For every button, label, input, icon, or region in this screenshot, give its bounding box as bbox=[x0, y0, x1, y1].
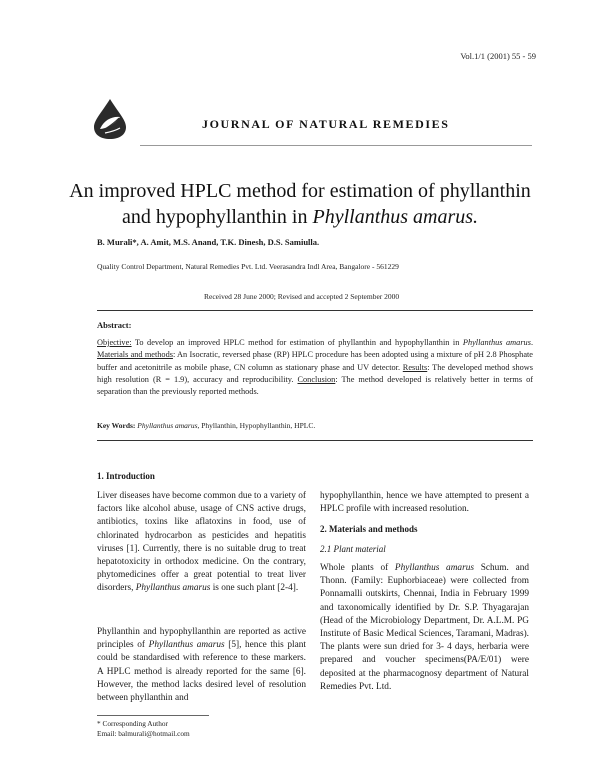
footnote bbox=[97, 719, 190, 739]
title-species: Phyllanthus amarus. bbox=[312, 206, 479, 228]
conclusion-label: Conclusion bbox=[297, 374, 336, 384]
p2-text: Phyllanthin and hypophyllanthin are reported as active principles of bbox=[97, 627, 306, 651]
p1-text: Liver diseases have become common due to a variety of factors like alcohol abuse, usage of CNS active drugs, antibiotics, toxins like aflatoxins in food, use of chlorinated hydrocarbon as pesticides and hepatitis viruses [1]. Currently, there is no suitable drug to treat hepatotoxicity in orthodox medicine. On the contrary, phytomedicines offer a great potential to treat liver disorders, bbox=[97, 491, 306, 594]
paragraph-intro-1 bbox=[97, 490, 306, 596]
paragraph-plant-material bbox=[320, 562, 529, 694]
p2-end: [5], hence this plant could be standardised with reference to these markers. A HPLC method is already reported for the same [6]. However, the method lacks desired level of resolution between phyllanthin and bbox=[97, 640, 306, 704]
abstract-heading: Abstract: bbox=[97, 320, 132, 330]
article-title bbox=[60, 178, 540, 230]
header-rule bbox=[140, 145, 532, 146]
objective-text: To develop an improved HPLC method for estimation of phyllanthin and hypophyllanthin in bbox=[131, 338, 463, 347]
volume-info: Vol.1/1 (2001) 55 - 59 bbox=[460, 51, 536, 61]
keywords bbox=[97, 421, 315, 430]
paragraph-intro-2 bbox=[97, 626, 306, 705]
results-label: Results bbox=[402, 362, 428, 372]
objective-label: Objective: bbox=[97, 338, 132, 347]
title-line1: An improved HPLC method for estimation of phyllanthin bbox=[69, 180, 531, 202]
keywords-list: Phyllanthin, Hypophyllanthin, HPLC. bbox=[199, 421, 316, 430]
p1-end: is one such plant [2-4]. bbox=[210, 583, 299, 594]
p4-end: Schum. and Thonn. (Family: Euphorbiaceae) were collected from Ponnamalli outskirts, Chennai, India in February 1999 and taxonomically identified by Dr. S.P. Thyagarajan (Head of the Microbiology Department, Dr. A.L.M. PG Institute of Basic Medical Sciences, Taramani, Madras). The plants were sun dried for 3- 4 days, herbaria were prepared and voucher specimens(PA/E/01) were deposited at the pharmacognosy department of Natural Remedies Pvt. Ltd. bbox=[320, 563, 529, 692]
authors: B. Murali*, A. Amit, M.S. Anand, T.K. Dinesh, D.S. Samiulla. bbox=[97, 237, 320, 247]
section-heading-introduction: 1. Introduction bbox=[97, 471, 155, 481]
paragraph-intro-3: hypophyllanthin, hence we have attempted to present a HPLC profile with increased resolution. bbox=[320, 491, 529, 515]
section-heading-methods: 2. Materials and methods bbox=[320, 524, 418, 534]
p2-species: Phyllanthus amarus bbox=[148, 640, 225, 651]
conclusion-text: : The method developed is relatively better in terms of separation than the previously reported methods. bbox=[97, 374, 533, 397]
footnote-email: Email: balmurali@hotmail.com bbox=[97, 729, 190, 738]
title-line2: and hypophyllanthin in bbox=[121, 206, 313, 228]
journal-name: JOURNAL OF NATURAL REMEDIES bbox=[202, 117, 450, 131]
p4-species: Phyllanthus amarus bbox=[394, 563, 474, 573]
affiliation: Quality Control Department, Natural Remedies Pvt. Ltd. Veerasandra Indl Area, Bangalore - 561229 bbox=[97, 262, 399, 271]
results-text: : The developed method shows high resolution (R = 1.9), accuracy and reproducibility. bbox=[97, 362, 533, 384]
methods-text: : An Isocratic, reversed phase (RP) HPLC procedure has been adopted using a mixture of pH 2.8 Phosphate buffer and acetonitrile as mobile phase, CN column as stationary phase and UV detector. bbox=[97, 350, 533, 372]
journal-logo-icon bbox=[92, 98, 128, 140]
p1-species: Phyllanthus amarus bbox=[135, 583, 211, 594]
footnote-rule bbox=[97, 715, 209, 716]
methods-label: Materials and methods bbox=[97, 350, 173, 360]
received-dates: Received 28 June 2000; Revised and accepted 2 September 2000 bbox=[204, 292, 400, 301]
footnote-corresponding: * Corresponding Author bbox=[97, 719, 168, 728]
objective-end: . bbox=[530, 338, 534, 347]
abstract-bottom-rule bbox=[97, 440, 533, 441]
objective-species: Phyllanthus amarus bbox=[462, 338, 531, 347]
subsection-heading-plant: 2.1 Plant material bbox=[320, 544, 386, 554]
keywords-label: Key Words: bbox=[97, 421, 136, 430]
keywords-species: Phyllanthus amarus, bbox=[137, 421, 200, 430]
abstract-top-rule bbox=[97, 310, 533, 311]
abstract-body bbox=[97, 337, 533, 398]
p4-text: Whole plants of bbox=[320, 563, 395, 573]
